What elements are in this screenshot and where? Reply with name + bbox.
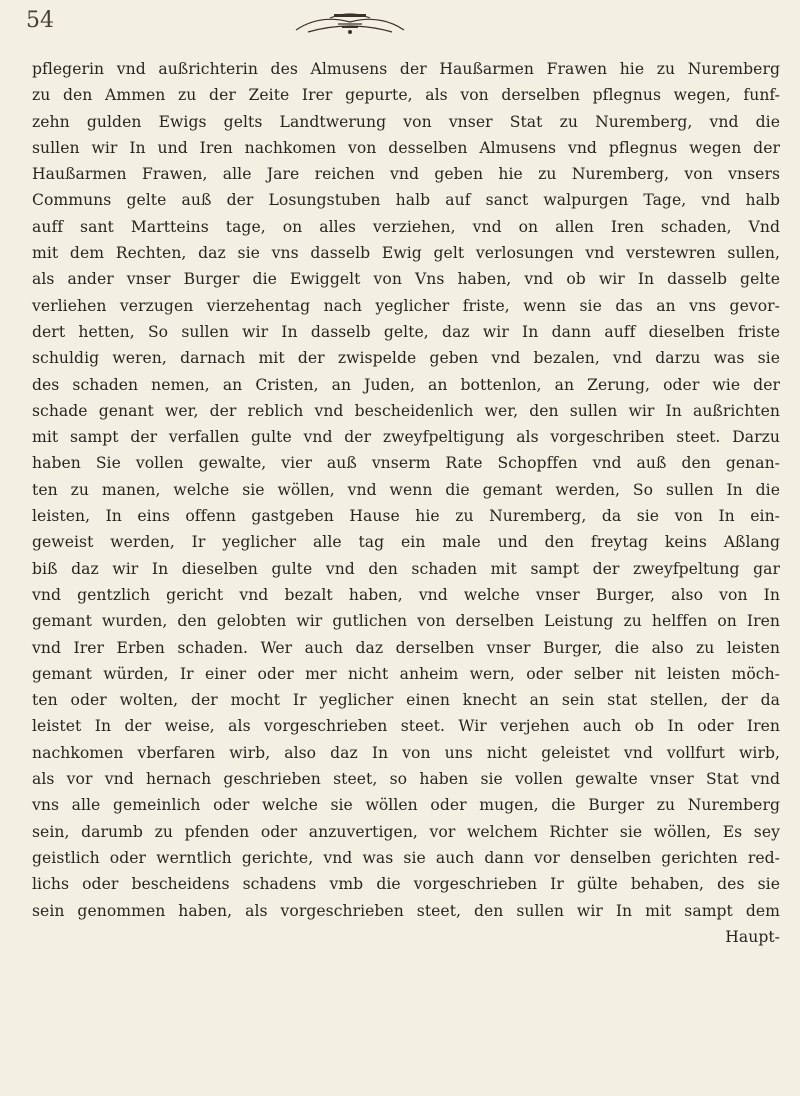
text-line: sein genommen haben, als vorgeschrieben steet, den sullen wir In mit sampt dem <box>32 901 780 920</box>
text-line: sein, darumb zu pfenden oder anzuvertigen, vor welchem Richter sie wöllen, Es sey <box>32 822 780 841</box>
document-body <box>32 56 780 950</box>
catchword: Haupt- <box>725 927 780 946</box>
text-line: gemant würden, Ir einer oder mer nicht anheim wern, oder selber nit leisten möch- <box>32 664 780 683</box>
text-line: auff sant Martteins tage, on alles verziehen, vnd on allen Iren schaden, Vnd <box>32 217 780 236</box>
text-line: vnd gentzlich gericht vnd bezalt haben, vnd welche vnser Burger, also von In <box>32 585 780 604</box>
text-line: sullen wir In und Iren nachkomen von desselben Almusens vnd pflegnus wegen der <box>32 138 780 157</box>
text-line: pflegerin vnd außrichterin des Almusens der Haußarmen Frawen hie zu Nuremberg <box>32 60 780 78</box>
text-line: ten oder wolten, der mocht Ir yeglicher einen knecht an sein stat stellen, der da <box>32 691 780 710</box>
text-line: verliehen verzugen vierzehentag nach yeglicher friste, wenn sie das an vns gevor- <box>32 296 780 315</box>
text-line: schuldig weren, darnach mit der zwispelde geben vnd bezalen, vnd darzu was sie <box>32 349 780 368</box>
text-line: dert hetten, So sullen wir In dasselb gelte, daz wir In dann auff dieselben friste <box>32 322 780 341</box>
text-line: leistet In der weise, als vorgeschrieben steet. Wir verjehen auch ob In oder Iren <box>32 717 780 736</box>
text-line: vnd Irer Erben schaden. Wer auch daz derselben vnser Burger, die also zu leisten <box>32 638 780 657</box>
text-line: zehn gulden Ewigs gelts Landtwerung von vnser Stat zu Nuremberg, vnd die <box>32 112 780 131</box>
text-line: haben Sie vollen gewalte, vier auß vnserm Rate Schopffen vnd auß den genan- <box>32 454 780 473</box>
text-line: ten zu manen, welche sie wöllen, vnd wenn die gemant werden, So sullen In die <box>32 480 780 499</box>
text-line: geistlich oder werntlich gerichte, vnd was sie auch dann vor denselben gerichten red- <box>32 848 780 867</box>
text-line: nachkomen vberfaren wirb, also daz In von uns nicht geleistet vnd vollfurt wirb, <box>32 743 780 762</box>
text-line: leisten, In eins offenn gastgeben Hause hie zu Nuremberg, da sie von In ein- <box>32 507 780 526</box>
text-line: als vor vnd hernach geschrieben steet, so haben sie vollen gewalte vnser Stat vnd <box>32 770 780 789</box>
text-line: des schaden nemen, an Cristen, an Juden, an bottenlon, an Zerung, oder wie der <box>32 375 780 394</box>
text-line: mit dem Rechten, daz sie vns dasselb Ewig gelt verlosungen vnd verstewren sullen, <box>32 244 780 263</box>
text-line: als ander vnser Burger die Ewiggelt von Vns haben, vnd ob wir In dasselb gelte <box>32 270 780 289</box>
text-line: schade genant wer, der reblich vnd bescheidenlich wer, den sullen wir In außrichten <box>32 401 780 420</box>
text-line: lichs oder bescheidens schadens vmb die vorgeschrieben Ir gülte behaben, des sie <box>32 875 780 894</box>
page-number: 54 <box>26 8 54 33</box>
text-line: Communs gelte auß der Losungstuben halb auf sanct walpurgen Tage, vnd halb <box>32 191 780 210</box>
text-line: geweist werden, Ir yeglicher alle tag ein male und den freytag keins Aßlang <box>32 533 780 552</box>
text-line: biß daz wir In dieselben gulte vnd den schaden mit sampt der zweyfpeltung gar <box>32 559 780 578</box>
text-line: mit sampt der verfallen gulte vnd der zweyfpeltigung als vorgeschriben steet. Darzu <box>32 428 780 447</box>
text-line: vns alle gemeinlich oder welche sie wöllen oder mugen, die Burger zu Nuremberg <box>32 796 780 815</box>
text-line: Haußarmen Frawen, alle Jare reichen vnd geben hie zu Nuremberg, von vnsers <box>32 165 780 184</box>
text-line: zu den Ammen zu der Zeite Irer gepurte, als von derselben pflegnus wegen, funf- <box>32 86 780 105</box>
text-line: gemant wurden, den gelobten wir gutlichen von derselben Leistung zu helffen on Iren <box>32 612 780 631</box>
header-ornament <box>290 8 410 38</box>
